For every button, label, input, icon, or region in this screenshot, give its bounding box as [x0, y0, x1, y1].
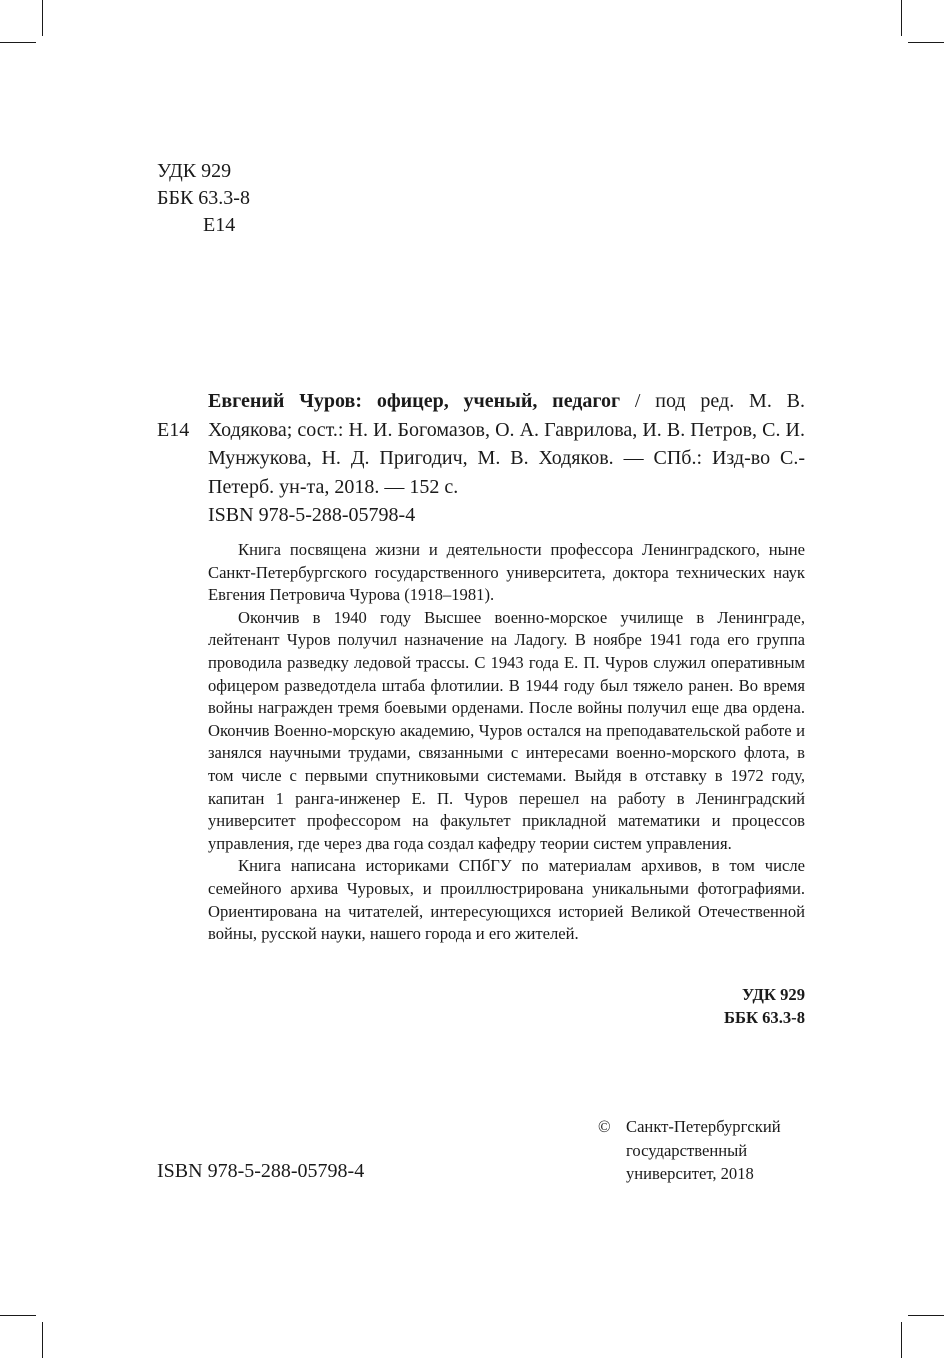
copyright-symbol: © [598, 1117, 611, 1136]
biblio-details: / под ред. М. В. Ходякова; сост.: Н. И. Богомазов, О. А. Гаврилова, И. В. Петров, С. И. Мунжукова, Н. Д. Пригодич, М. В. Ходяков. — СПб.: Изд-во С.-Петерб. ун-та, 2018. — 152 с. [208, 390, 805, 498]
crop-mark [42, 1322, 43, 1358]
annotation-paragraph: Книга посвящена жизни и деятельности профессора Ленинградского, ныне Санкт-Петербургского государственного университета, доктора технических наук Евгения Петровича Чурова (1918–1981). [208, 540, 805, 605]
author-mark: Е14 [203, 214, 236, 236]
crop-mark [0, 1315, 36, 1316]
crop-mark [42, 0, 43, 36]
crop-mark [901, 1322, 902, 1358]
udk-code-bottom: УДК 929 [742, 985, 805, 1004]
bibliographic-record [157, 387, 805, 530]
annotation-paragraph: Окончив в 1940 году Высшее военно-морское училище в Ленинграде, лейтенант Чуров получил назначение на Ладогу. В ноябре 1941 года его группа проводила разведку ледовой трассы. С 1943 года Е. П. Чуров служил оперативным офицером разведотдела штаба флотилии. В 1944 году был тяжело ранен. Во время войны награжден тремя боевыми орденами. После войны получил еще два ордена. Окончив Военно-морскую академию, Чуров остался на преподавательской работе и занялся научными трудами, связанными с интересами военно-морского флота, в том числе с первыми спутниковыми системами. Выйдя в отставку в 1972 году, капитан 1 ранга-инженер Е. П. Чуров перешел на работу в Ленинградский университет профессором на факультет прикладной математики и процессов управления, где через два года создал кафедру теории систем управления. [208, 607, 805, 853]
crop-mark [908, 42, 944, 43]
classification-codes [157, 158, 250, 239]
bbk-code: ББК 63.3-8 [157, 187, 250, 209]
copyright-holder: Санкт-Петербургский государственный университет, 2018 [626, 1117, 781, 1183]
biblio-isbn: ISBN 978-5-288-05798-4 [208, 504, 416, 526]
biblio-author-mark: Е14 [157, 418, 190, 441]
annotation-paragraph: Книга написана историками СПбГУ по материалам архивов, в том числе семейного архива Чуровых, и проиллюстрирована уникальными фотографиями. Ориентирована на читателей, интересующихся историей Великой Отечественной войны, русской науки, нашего города и его жителей. [208, 856, 805, 944]
isbn-bottom: ISBN 978-5-288-05798-4 [157, 1160, 365, 1182]
crop-mark [908, 1315, 944, 1316]
crop-mark [0, 42, 36, 43]
annotation [208, 539, 805, 946]
classification-codes-bottom [724, 983, 805, 1029]
copyright-notice [598, 1115, 816, 1186]
bbk-code-bottom: ББК 63.3-8 [724, 1008, 805, 1027]
udk-code: УДК 929 [157, 160, 232, 182]
crop-mark [901, 0, 902, 36]
biblio-description [208, 387, 805, 530]
book-title: Евгений Чуров: офицер, ученый, педагог [208, 390, 621, 412]
